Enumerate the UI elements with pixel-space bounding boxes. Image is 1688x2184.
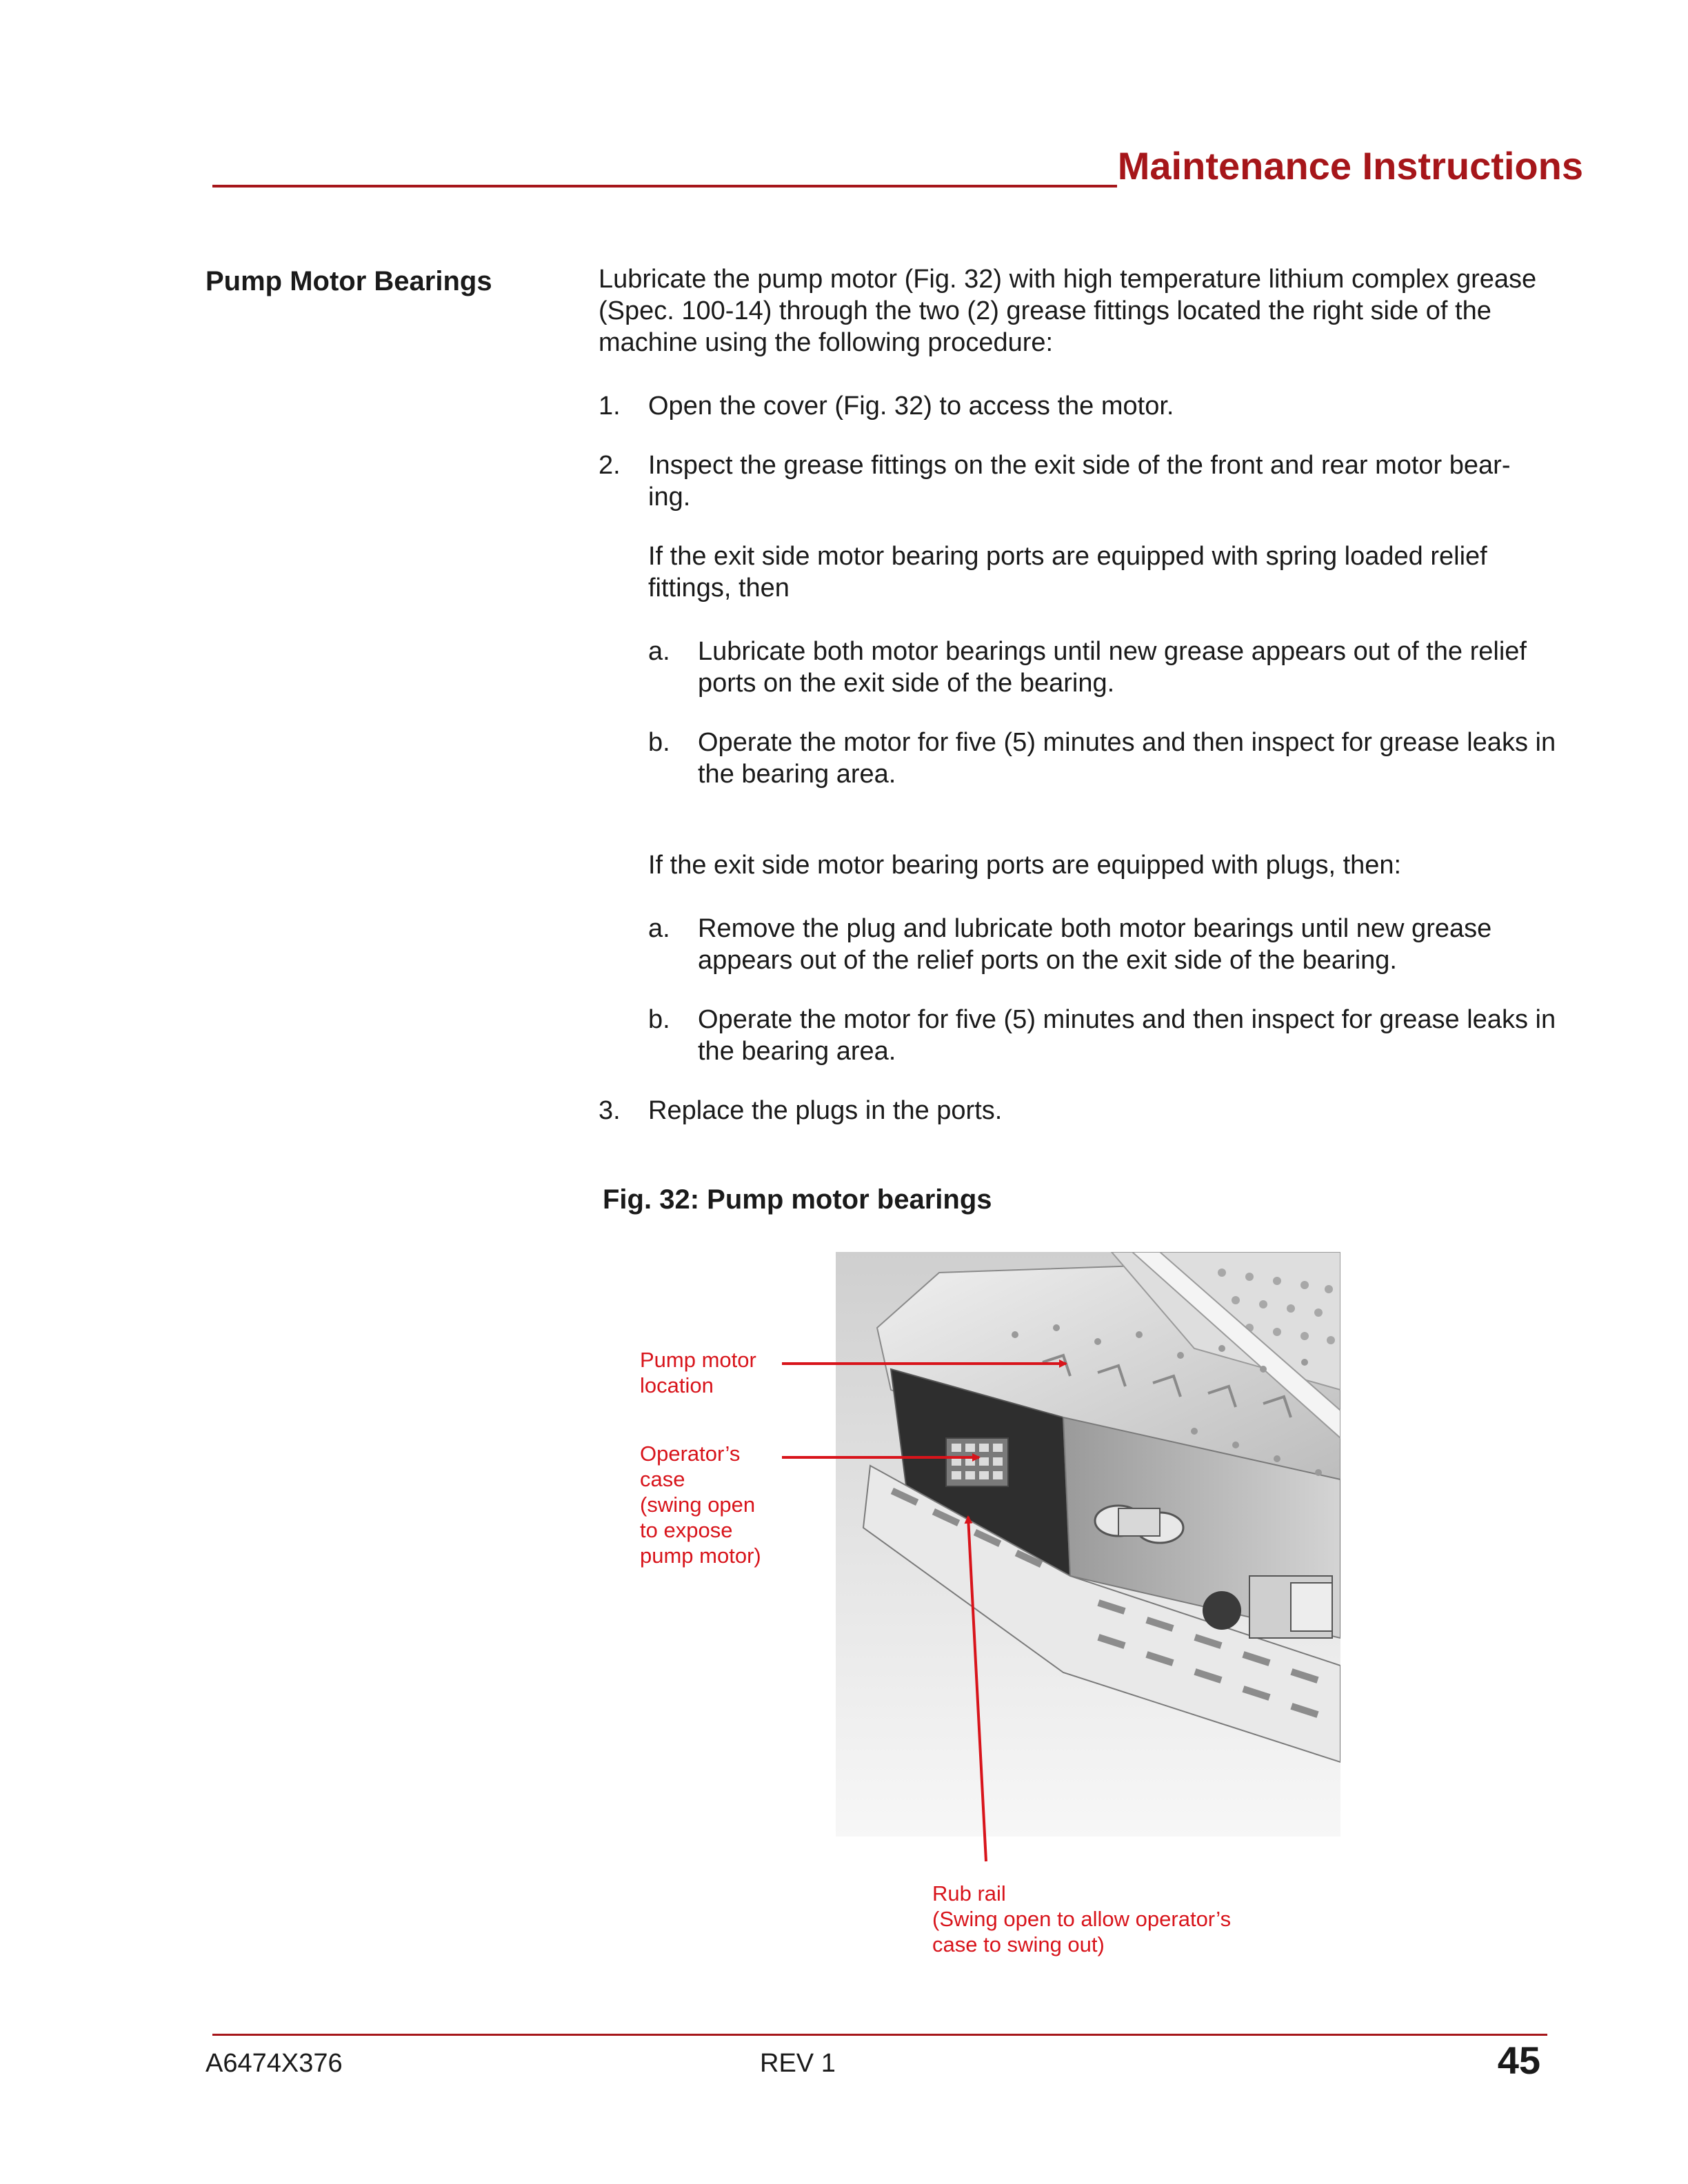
substep-text: Operate the motor for five (5) minutes and then inspect for grease leaks in the bearing area. (698, 1005, 1556, 1066)
step-number: 3. (599, 1096, 621, 1125)
step-text-line: ing. (648, 483, 691, 512)
callout-line: to expose (640, 1518, 733, 1542)
callout-line: (Swing open to allow operator’s (932, 1907, 1232, 1931)
step-text-line: Inspect the grease fittings on the exit side of the front and rear motor bear- (648, 451, 1511, 480)
pump-motor-photo (836, 1252, 1340, 1837)
revision: REV 1 (760, 2049, 836, 2078)
callout-line: Rub rail (932, 1881, 1006, 1905)
condition-paragraph: If the exit side motor bearing ports are equipped with spring loaded relief fittings, then (648, 542, 1487, 603)
figure-caption: Fig. 32: Pump motor bearings (603, 1184, 992, 1215)
substep-letter: b. (648, 728, 670, 757)
callout-operator-case (640, 1441, 761, 1568)
callout-line: (swing open (640, 1493, 756, 1517)
callout-line: location (640, 1373, 714, 1397)
substep-text: Operate the motor for five (5) minutes and then inspect for grease leaks in the bearing area. (698, 728, 1556, 789)
page-number: 45 (1497, 2039, 1540, 2082)
doc-number: A6474X376 (205, 2049, 343, 2078)
callout-line: case to swing out) (932, 1932, 1105, 1957)
step-number: 1. (599, 392, 621, 421)
callout-line: Pump motor (640, 1348, 756, 1372)
callout-line: case (640, 1467, 685, 1491)
callout-line: pump motor) (640, 1544, 761, 1568)
substep-text: Remove the plug and lubricate both motor bearings until new grease appears out of the relief ports on the exit side of the bearing. (698, 914, 1492, 975)
callout-pump-motor (640, 1347, 756, 1398)
substep-text: Lubricate both motor bearings until new grease appears out of the relief ports on the exit side of the bearing. (698, 637, 1527, 698)
substep-letter: b. (648, 1005, 670, 1034)
section-heading: Pump Motor Bearings (205, 266, 492, 296)
substep-letter: a. (648, 637, 670, 666)
step-text: Open the cover (Fig. 32) to access the motor. (648, 392, 1174, 421)
step-number: 2. (599, 451, 621, 480)
footer-rule (212, 2034, 1547, 2036)
substep-letter: a. (648, 914, 670, 943)
page-title: Maintenance Instructions (1117, 144, 1583, 188)
header-rule (212, 185, 1117, 188)
callout-line: Operator’s (640, 1442, 741, 1466)
step-text: Replace the plugs in the ports. (648, 1096, 1003, 1125)
intro-paragraph: Lubricate the pump motor (Fig. 32) with high temperature lithium complex grease (Spec. 100-14) through the two (2) grease fittings located the right side of the machine using the following procedure: (599, 265, 1537, 357)
condition-paragraph: If the exit side motor bearing ports are equipped with plugs, then: (648, 851, 1402, 880)
callout-rub-rail (932, 1881, 1231, 1957)
